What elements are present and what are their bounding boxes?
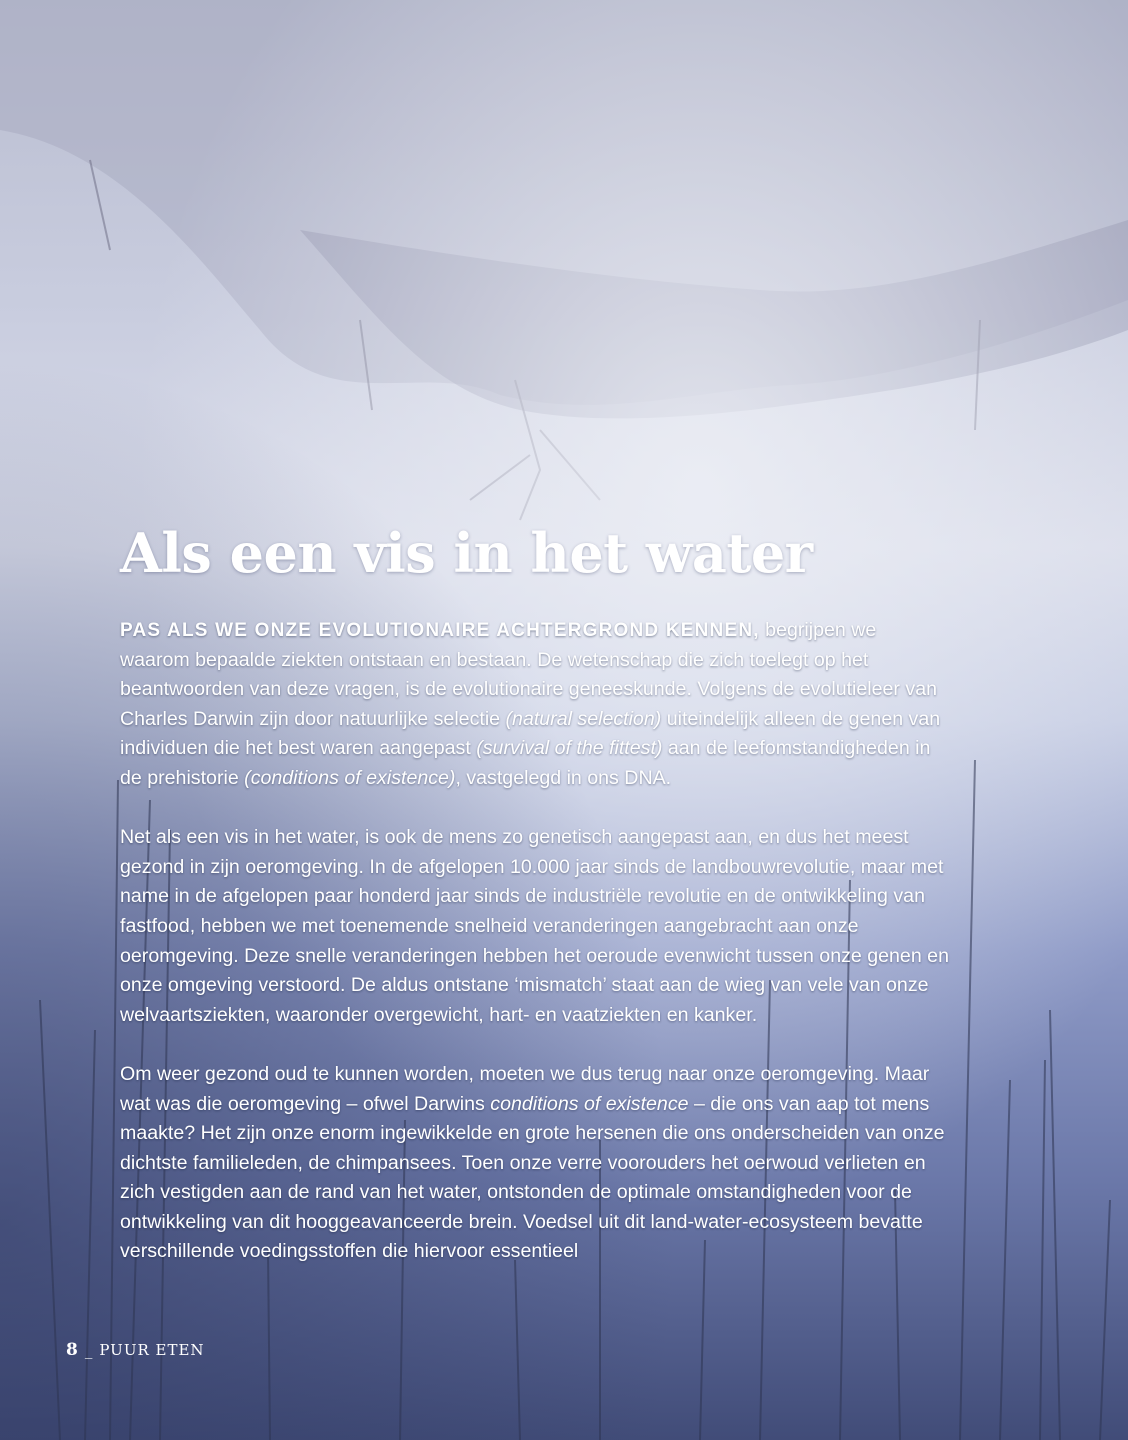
paragraph-3 xyxy=(120,1060,950,1267)
book-title: PUUR ETEN xyxy=(99,1341,205,1359)
term-survival-of-the-fittest: (survival of the fittest) xyxy=(476,737,663,760)
paragraph-3-text-2: – die ons van aap tot mens maakte? Het zijn onze enorm ingewikkelde en grote hersenen die ons onderscheiden van onze dichtste familieleden, de chimpansees. Toen onze verre voorouders het oerwoud verlieten en zich vestigden aan de rand van het water, ontstonden de optimale omstandigheden voor de ontwikkeling van dit hooggeavanceerde brein. Voedsel uit dit land-water-ecosysteem bevatte verschillende voedingsstoffen die hiervoor essentieel xyxy=(120,1092,945,1263)
footer-separator: _ xyxy=(84,1341,94,1359)
paragraph-intro-text-3: aan de leefomstandigheden in de prehistorie xyxy=(120,737,931,789)
paragraph-intro-text-2: uiteindelijk alleen de genen van individuen die het best waren aangepast xyxy=(120,707,941,760)
paragraph-intro-text-4: , vastgelegd in ons DNA. xyxy=(455,766,672,789)
paragraph-2: Net als een vis in het water, is ook de mens zo genetisch aangepast aan, en dus het meest gezond in zijn oeromgeving. In de afgelopen 10.000 jaar sinds de landbouwrevolutie, maar met name in de afgelopen paar honderd jaar sinds de industriële revolutie en de ontwikkeling van fastfood, hebben we met toenemende snelheid veranderingen aangebracht aan onze oeromgeving. Deze snelle veranderingen hebben het oeroude evenwicht tussen onze genen en onze omgeving verstoord. De aldus ontstane ‘mismatch’ staat aan de wieg van vele van onze welvaartsziekten, waaronder overgewicht, hart- en vaatziekten en kanker. xyxy=(120,826,949,1026)
lead-in: PAS ALS WE ONZE EVOLUTIONAIRE ACHTERGROND KENNEN, xyxy=(120,620,760,641)
term-conditions-of-existence-2: conditions of existence xyxy=(490,1092,689,1115)
page-footer xyxy=(66,1340,205,1360)
term-natural-selection: (natural selection) xyxy=(505,707,662,730)
paragraph-intro-text-1: begrijpen we waarom bepaalde ziekten ontstaan en bestaan. De wetenschap die zich toelegt op het beantwoorden van deze vragen, is de evolutionaire geneeskunde. Volgens de evolutieleer van Charles Darwin zijn door natuurlijke selectie xyxy=(120,619,937,730)
paragraph-intro xyxy=(120,616,950,794)
page-number: 8 xyxy=(66,1340,79,1360)
paragraph-3-text-1: Om weer gezond oud te kunnen worden, moeten we dus terug naar onze oeromgeving. Maar wat was die oeromgeving – ofwel Darwins xyxy=(120,1062,930,1115)
term-conditions-of-existence: (conditions of existence) xyxy=(244,766,456,789)
article-body xyxy=(120,616,950,1297)
article-title: Als een vis in het water xyxy=(120,521,813,585)
